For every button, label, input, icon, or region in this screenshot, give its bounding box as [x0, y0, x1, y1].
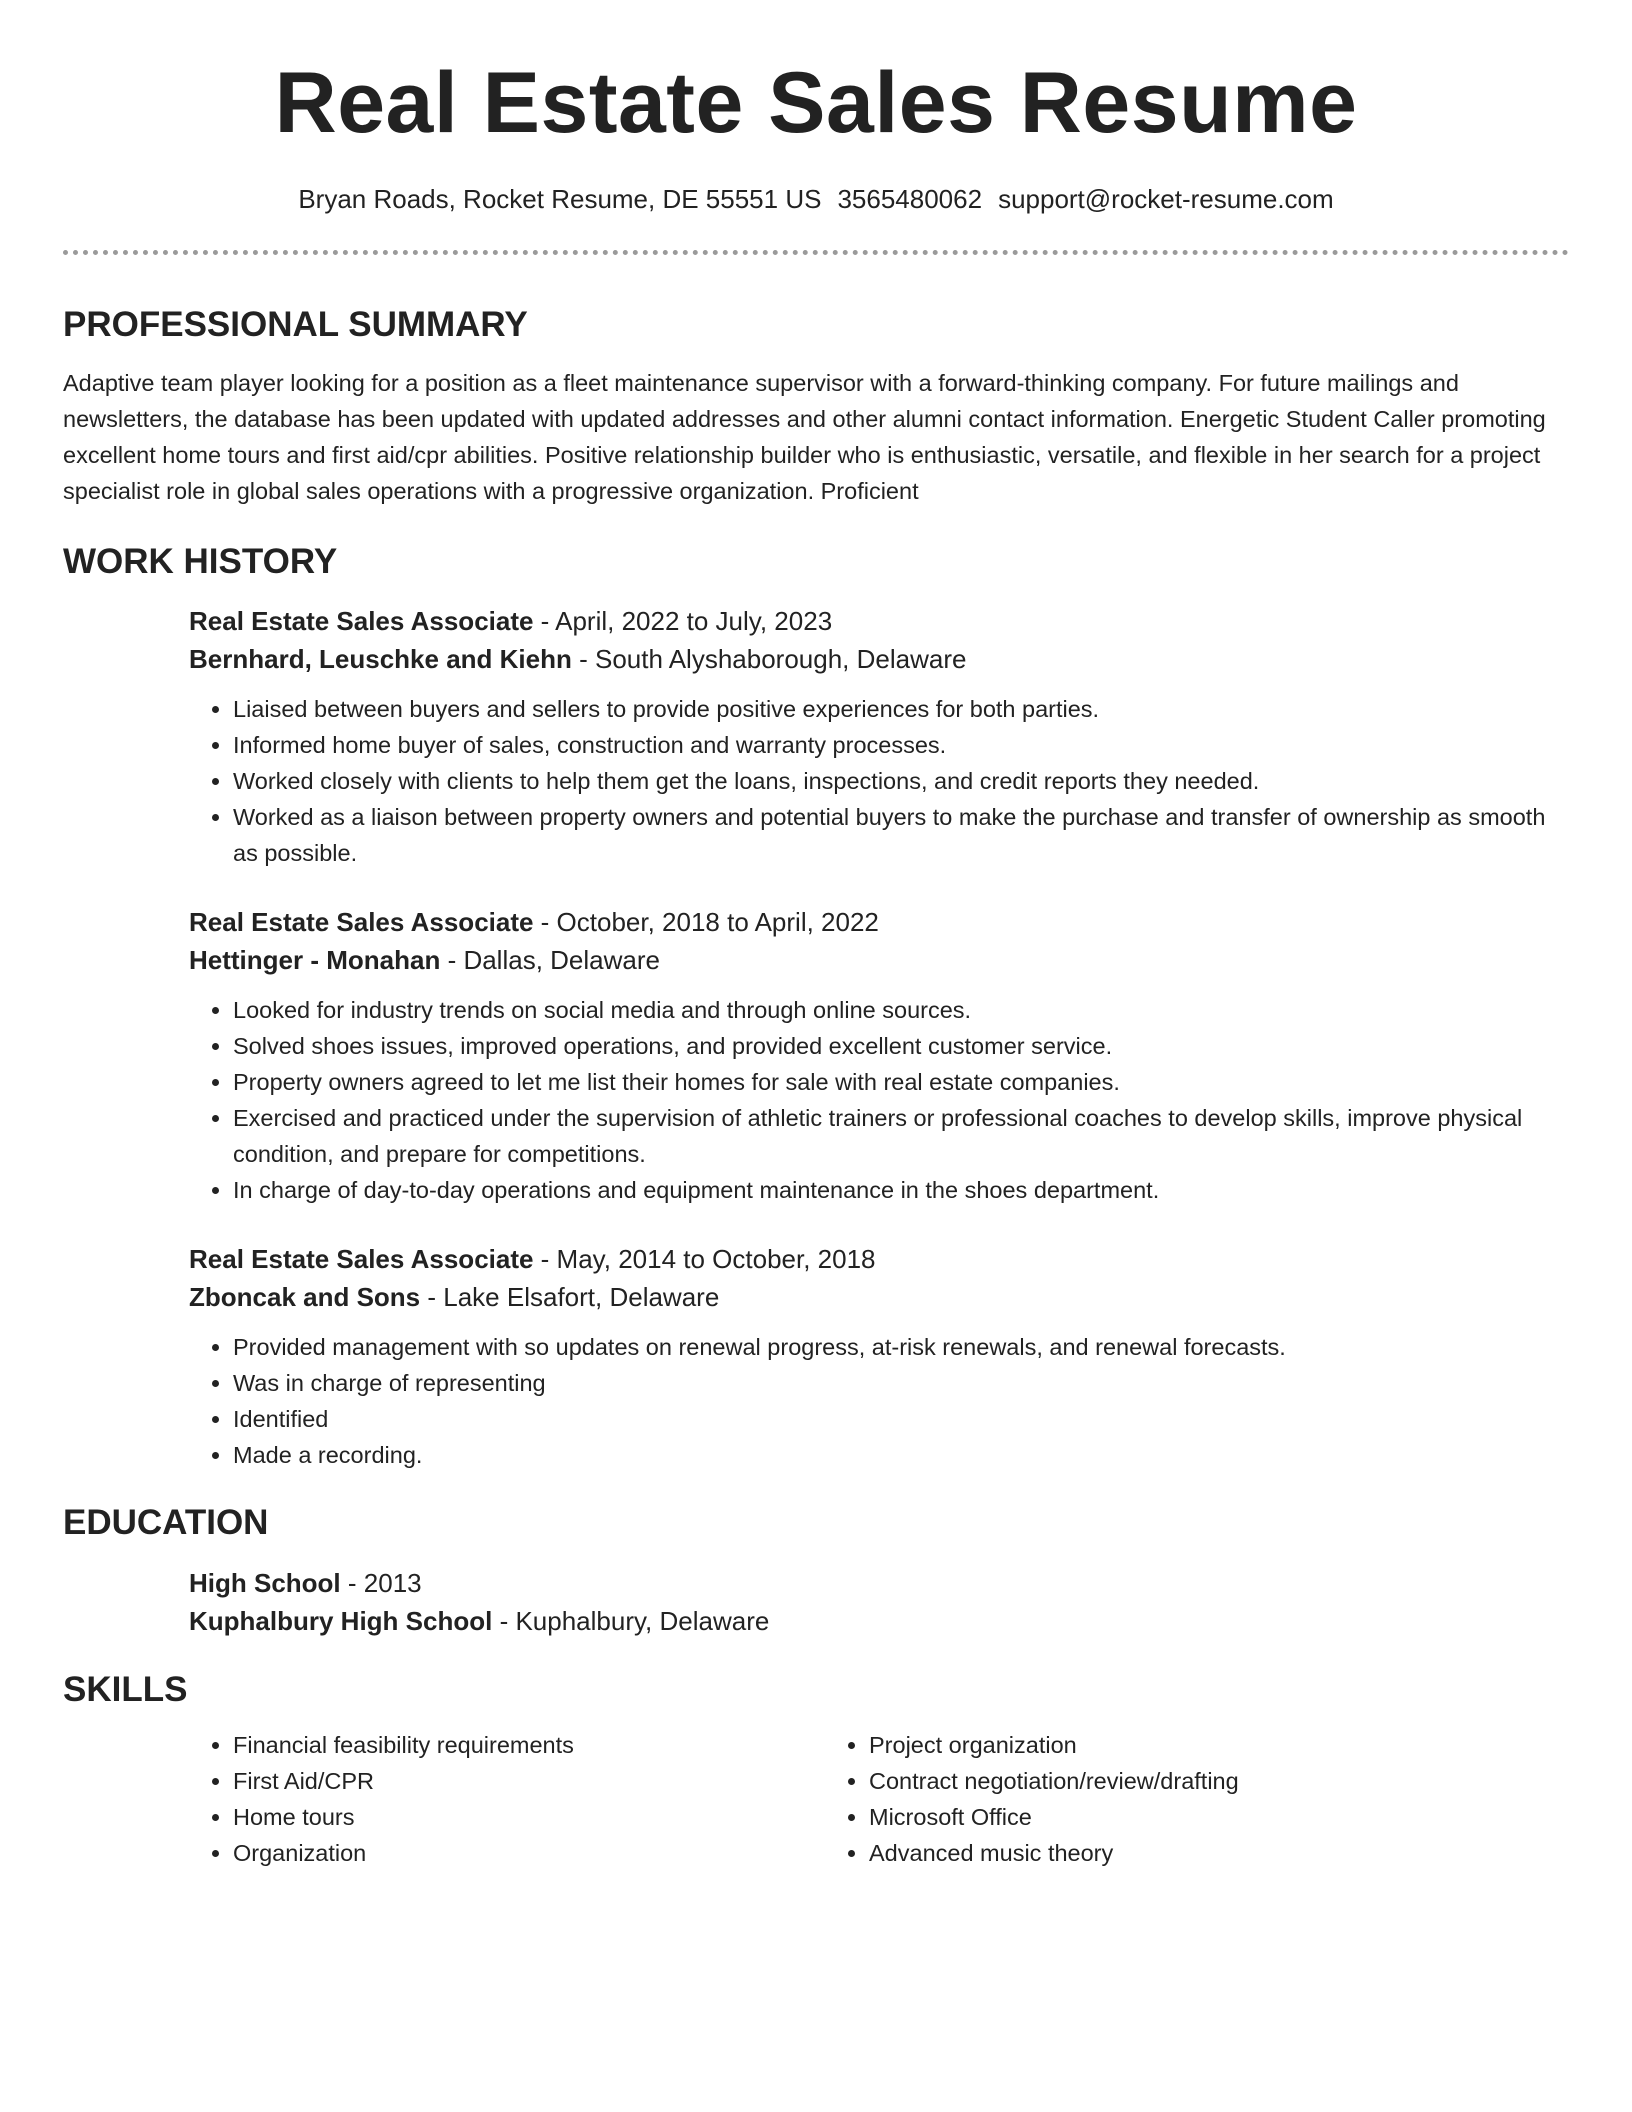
job-entry: [189, 602, 1569, 871]
work-history-heading: WORK HISTORY: [63, 542, 338, 581]
contact-address: Bryan Roads, Rocket Resume, DE 55551 US: [298, 184, 822, 214]
bullet-item: • Made a recording.: [233, 1437, 1569, 1473]
job-company: Bernhard, Leuschke and Kiehn: [189, 644, 572, 674]
education-heading: EDUCATION: [63, 1503, 269, 1542]
job-bullets: [189, 1329, 1569, 1473]
bullet-item: • Provided management with so updates on renewal progress, at-risk renewals, and renewal forecasts.: [233, 1329, 1569, 1365]
bullet-item: • Solved shoes issues, improved operations, and provided excellent customer service.: [233, 1028, 1569, 1064]
job-dates: - May, 2014 to October, 2018: [533, 1244, 876, 1274]
skill-item: • First Aid/CPR: [233, 1763, 825, 1799]
job-company: Hettinger - Monahan: [189, 945, 441, 975]
contact-line: [63, 186, 1569, 212]
job-title-line: [189, 1240, 1569, 1278]
resume-title: Real Estate Sales Resume: [274, 55, 1358, 151]
contact-email: support@rocket-resume.com: [998, 184, 1334, 214]
skill-item: • Advanced music theory: [869, 1835, 1461, 1871]
education-location: - Kuphalbury, Delaware: [492, 1606, 770, 1636]
skills-list: [189, 1727, 1569, 1871]
job-company-line: [189, 1278, 1569, 1316]
job-dates: - October, 2018 to April, 2022: [533, 907, 879, 937]
bullet-item: • Identified: [233, 1401, 1569, 1437]
job-dates: - April, 2022 to July, 2023: [533, 606, 833, 636]
job-location: - South Alyshaborough, Delaware: [571, 644, 967, 674]
education-school-line: [189, 1602, 1569, 1640]
bullet-item: • Was in charge of representing: [233, 1365, 1569, 1401]
bullet-item: • Informed home buyer of sales, construction and warranty processes.: [233, 727, 1569, 763]
job-entry: [189, 903, 1569, 1208]
bullet-item: • Worked closely with clients to help them get the loans, inspections, and credit reports they needed.: [233, 763, 1569, 799]
education-degree: High School: [189, 1568, 341, 1598]
education-entry: [189, 1564, 1569, 1640]
education-degree-line: [189, 1564, 1569, 1602]
job-company-line: [189, 640, 1569, 678]
skills-column-left: [189, 1727, 825, 1871]
contact-phone: 3565480062: [837, 184, 983, 214]
job-bullets: [189, 992, 1569, 1208]
skill-item: • Contract negotiation/review/drafting: [869, 1763, 1461, 1799]
summary-text: Adaptive team player looking for a position as a fleet maintenance supervisor with a forward-thinking company. For future mailings and newsletters, the database has been updated with updated addresses and other alumni contact information. Energetic Student Caller promoting excellent home tours and first aid/cpr abilities. Positive relationship builder who is enthusiastic, versatile, and flexible in her search for a project specialist role in global sales operations with a progressive organization. Proficient: [63, 370, 1546, 504]
job-title: Real Estate Sales Associate: [189, 1244, 534, 1274]
education-year: - 2013: [340, 1568, 422, 1598]
header-divider: [63, 250, 1569, 255]
job-title-line: [189, 602, 1569, 640]
skill-item: • Microsoft Office: [869, 1799, 1461, 1835]
bullet-item: • Looked for industry trends on social media and through online sources.: [233, 992, 1569, 1028]
skills-column-right: [825, 1727, 1461, 1871]
skill-item: • Financial feasibility requirements: [233, 1727, 825, 1763]
job-company: Zboncak and Sons: [189, 1282, 421, 1312]
summary-heading: PROFESSIONAL SUMMARY: [63, 305, 528, 344]
education-school: Kuphalbury High School: [189, 1606, 493, 1636]
job-location: - Lake Elsafort, Delaware: [420, 1282, 720, 1312]
skill-item: • Project organization: [869, 1727, 1461, 1763]
job-title-line: [189, 903, 1569, 941]
job-title: Real Estate Sales Associate: [189, 606, 534, 636]
bullet-item: • In charge of day-to-day operations and equipment maintenance in the shoes department.: [233, 1172, 1569, 1208]
bullet-item: • Worked as a liaison between property owners and potential buyers to make the purchase and transfer of ownership as smooth as possible.: [233, 799, 1569, 871]
bullet-item: • Liaised between buyers and sellers to provide positive experiences for both parties.: [233, 691, 1569, 727]
job-title: Real Estate Sales Associate: [189, 907, 534, 937]
job-entry: [189, 1240, 1569, 1473]
bullet-item: • Property owners agreed to let me list their homes for sale with real estate companies.: [233, 1064, 1569, 1100]
bullet-item: • Exercised and practiced under the supervision of athletic trainers or professional coaches to develop skills, improve physical condition, and prepare for competitions.: [233, 1100, 1569, 1172]
job-bullets: [189, 691, 1569, 871]
job-company-line: [189, 941, 1569, 979]
skills-heading: SKILLS: [63, 1670, 188, 1709]
skill-item: • Home tours: [233, 1799, 825, 1835]
job-location: - Dallas, Delaware: [440, 945, 660, 975]
skill-item: • Organization: [233, 1835, 825, 1871]
